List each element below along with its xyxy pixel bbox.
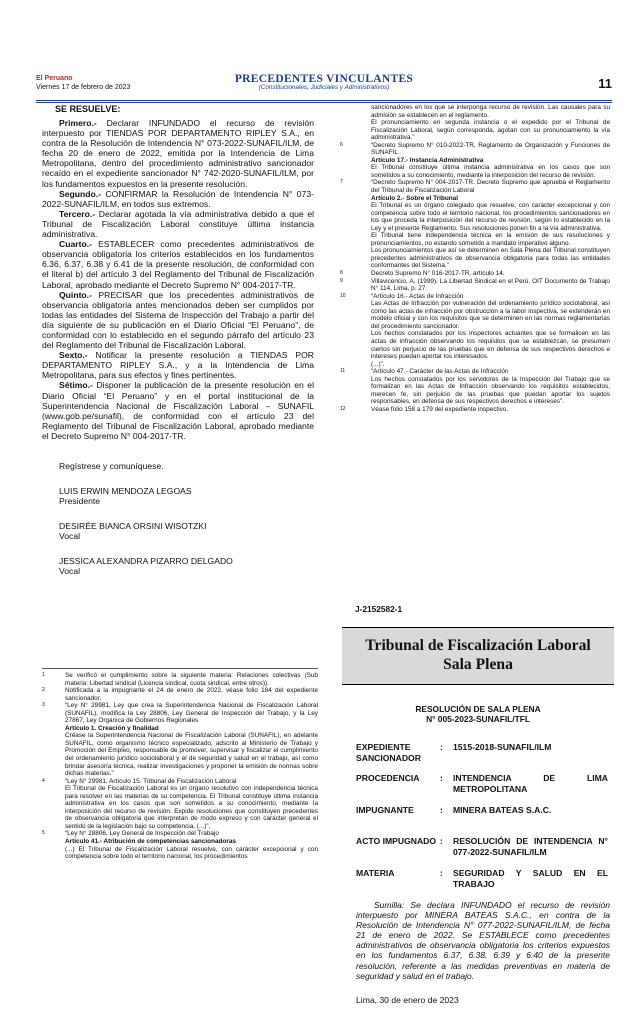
footnote: (...)”. [371,360,385,368]
closing-line: Regístrese y comuníquese. [59,461,164,471]
footnote: El Tribunal constituye última instancia administrativa en los casos que son sometidos a su conocimiento, mediante la interposición del recurso de revisión. [371,164,610,179]
sumilla: Sumilla: Se declara INFUNDADO el recurso de revisión interpuesto por MINERA BATEAS S.A.C., en contra de la Resolución de Intendencia N° 077-2022-SUNAFIL/ILM, de fecha 21 de enero de 2022. Se ESTABLECE como precedentes administrativos de observancia obligatoria los criterios expuestos en los fundamentos 6.37, 6.38, 6.39 y 6.40 de la presente resolución, referente a las medidas preventivas en materia de seguridad y salud en el trabajo. [356,900,610,981]
section-title [36,73,612,91]
header-rule [36,100,612,101]
resolution-paragraph: Cuarto.- ESTABLECER como precedentes administrativos de observancia obligatoria los criterios establecidos en los fundamentos 6.36, 6.37, 6.38 y 6.41 de la presente resolución, de conformidad con el literal b) del artículo 3 del Reglamento del Tribunal de Fiscalización Laboral, aprobado mediante el Decreto Supremo N° 004-2017-TR. [42,239,314,290]
resolution-number: RESOLUCIÓN DE SALA PLENA N° 005-2023-SUNAFIL/TFL [415,704,541,724]
case-details [356,742,608,889]
footnote: 12 Véase folio 158 a 179 del expediente inspectivo. [340,405,509,413]
section-subtitle: (Constitucionales, Judiciales y Administrativos) [258,84,390,91]
footnote: 2 Notificada a la impugnante el 24 de enero de 2022, véase folio 184 del expediente sancionador. [42,687,318,702]
resolve-heading: SE RESUELVE: [55,104,121,114]
footnote: Artículo 2.- Sobre el Tribunal [371,194,458,202]
case-detail-row: EXPEDIENTE SANCIONADOR : 1515-2018-SUNAFIL/ILM [356,742,552,763]
page-header [36,74,612,100]
footnote-rule [42,668,318,669]
case-detail-row: MATERIA : SEGURIDAD Y SALUD EN EL TRABAJO [356,868,608,889]
footnote: Los hechos constatados por los servidores de la Inspección del Trabajo que se formalizan en las Actas de Infracción observando los requisitos establecidos, merecen fe, sin perjuicio de las pruebas que puedan aportar los sujetos responsables, en defensa de sus respectivos derechos e intereses”. [371,375,610,406]
footnote: Créase la Superintendencia Nacional de Fiscalización Laboral (SUNAFIL), en adelante SUNAFIL, como organismo técnico especializado, adscrito al Ministerio de Trabajo y Promoción del Empleo, responsable de promover, supervisar y fiscalizar el cumplimiento del ordenamiento jurídico sociolaboral y el de seguridad y salud en el trabajo, así como brindar asesoría técnica, realizar investigaciones y proponer la emisión de normas sobre dichas materias.” [65,732,318,778]
footnote: El pronunciamiento en segunda instancia o el expedido por el Tribunal de Fiscalización Laboral, según corresponda, agotan con su pronunciamiento la vía administrativa.” [371,119,610,142]
signature-block [59,461,314,577]
footnote: 10 “Artículo 16.- Actas de Infracción [340,292,464,300]
footnote: 5 “Ley N° 28806, Ley General de Inspección del Trabajo [42,830,219,838]
footnote: 7 “Decreto Supremo N° 004-2017-TR. Decreto Supremo que aprueba el Reglamento del Tribunal de Fiscalización Laboral [340,179,610,195]
resolution-paragraph: Sexto.- Notificar la presente resolución a TIENDAS POR DEPARTAMENTO RIPLEY S.A., y a la Intendencia de Lima Metropolitana, para sus efectos y fines pertinentes. [42,350,314,381]
footnote: 6 “Decreto Supremo N° 010-2022-TR, Reglamento de Organización y Funciones de SUNAFIL. [340,141,610,157]
footnote: Artículo 17.- Instancia Administrativa [371,156,484,164]
right-notes [340,104,610,413]
case-detail-row: PROCEDENCIA : INTENDENCIA DE LIMA METROPOLITANA [356,773,608,794]
footnote: El Tribunal de Fiscalización Laboral es un órgano resolutivo con independencia técnica para resolver en las materias de su competencia. El Tribunal constituye última instancia administrativa en los casos que son sometidos a su conocimiento, mediante la interposición del recurso de revisión. Expide resoluciones que constituyen precedentes de observancia obligatoria que interpretan de modo expreso y con carácter general el sentido de la legislación bajo su competencia. (...)”. [65,785,318,830]
footnotes-left [42,672,318,861]
signer-3: JESSICA ALEXANDRA PIZARRO DELGADO Vocal [59,555,233,576]
case-detail-row: ACTO IMPUGNADO : RESOLUCIÓN DE INTENDENCIA N° 077-2022-SUNAFIL/ILM [356,836,608,857]
footnote: 1 Se verificó el cumplimiento sobre la siguiente materia: Relaciones colectivas (Sub materia: Libertad sindical (Licencia sindical, cuota sindical, entre otros)). [42,672,318,687]
footnote: 8 Decreto Supremo N° 016-2017-TR, artículo 14. [340,270,505,278]
footnote: El Tribunal es un órgano colegiado que resuelve, con carácter excepcional y con competencia sobre todo el territorio nacional, los procedimientos sancionadores en los que proceda la interposición del recurso de revisión, según lo establecido en la Ley y el presente Reglamento. Sus resoluciones ponen fin a la vía administrativa. [371,202,610,232]
signer-1: LUIS ERWIN MENDOZA LEGOAS Presidente [59,485,192,506]
brand-name: El Peruano [36,75,73,82]
footnote: Las Actas de Infracción por vulneración del ordenamiento jurídico sociolaboral, así como las actas de infracción por obstrucción a la labor inspectiva, se extenderán en modelo oficial y con los requisitos que se determinen en las normas reglamentarias del procedimiento sancionador. [371,300,610,330]
case-detail-row: IMPUGNANTE : MINERA BATEAS S.A.C. [356,805,552,815]
resolution-paragraph: Quinto.- PRECISAR que los precedentes administrativos de observancia obligatoria antes mencionados deben ser cumplidos por todas las entidades del Sistema de Inspección del Trabajo a partir del día siguiente de su publicación en el Diario Oficial “El Peruano”, de conformidad con lo establecido en el segundo párrafo del artículo 23 del Reglamento del Tribunal de Fiscalización Laboral. [42,289,314,351]
footnote: 9 Villavicencio, A. (1999). La Libertad Sindical en el Perú. OIT Documento de Trabajo N° 114, Lima, p. 27. [340,277,610,293]
footnote: Artículo 41.- Atribución de competencias sancionadoras [65,838,236,846]
section-name: PRECEDENTES VINCULANTES [234,73,414,85]
issue-date: Viernes 17 de febrero de 2023 [36,84,131,91]
resolution-body [42,118,314,441]
footnote: 11 “Artículo 47.- Carácter de las Actas de Infracción [340,368,509,376]
footnote: Artículo 1. Creación y finalidad [65,724,159,732]
footnote: 4 “Ley N° 29981, Artículo 15. Tribunal de Fiscalización Laboral [42,777,237,785]
page-number: 11 [598,76,612,91]
footnote: 3 “Ley N° 29981, Ley que crea la Superintendencia Nacional de Fiscalización Laboral (SUNAFIL), modifica la Ley 28806, Ley General de Inspección del Trabajo, y la Ley 27867, Ley Orgánica de Gobiernos Regionales [42,702,318,725]
panel-title: Tribunal de Fiscalización Laboral Sala Plena [342,627,614,685]
signer-2: DESIRÉE BIANCA ORSINI WISOTZKI Vocal [59,520,207,541]
footnote: Los pronunciamientos que así se determinen en Sala Plena del Tribunal constituyen precedentes administrativos de observancia obligatoria para todas las entidades conformantes del Sistema.” [371,247,610,270]
resolution-panel [342,627,614,1024]
header-rule-thin [36,102,612,103]
resolution-paragraph: Sétimo.- Disponer la publicación de la presente resolución en el Diario Oficial “El Peruano” y en el portal institucional de la Superintendencia Nacional de Fiscalización Laboral – SUNAFIL (www.gob.pe/sunafil), de conformidad con el artículo 23 del Reglamento del Tribunal de Fiscalización Laboral, aprobado mediante el Decreto Supremo N° 004-2017-TR. [42,380,314,441]
footnote: Los hechos constatados por los inspectores actuantes que se formalicen en las actas de infracción observando los requisitos que se establezcan, se presumen ciertos sin perjuicio de las pruebas que en defensa de sus respectivos derechos e intereses puedan aportar los interesados. [371,330,610,361]
publication-code: J-2152582-1 [355,604,403,614]
resolution-date: Lima, 30 de enero de 2023 [356,994,459,1005]
footnote: sancionadores en los que se interponga recurso de revisión. Las causales para su admisión se establecen en el reglamento. [371,104,610,119]
resolution-paragraph: Tercero.- Declarar agotada la vía administrativa debido a que el Tribunal de Fiscalización Laboral constituye última instancia administrativa. [42,208,315,240]
footnote: (...) El Tribunal de Fiscalización Laboral resuelve, con carácter excepcional y con competencia sobre todo el territorio nacional, los procedimientos [65,845,318,861]
footnote: El Tribunal tiene independencia técnica en la emisión de sus resoluciones y pronunciamientos, no estando sometido a mandato imperativo alguno. [371,232,610,247]
left-column [42,104,314,577]
resolution-paragraph: Primero.- Declarar INFUNDADO el recurso de revisión interpuesto por TIENDAS POR DEPARTAMENTO RIPLEY S.A., en contra de la Resolución de Intendencia N° 073-2022-SUNAFIL/ILM, de fecha 20 de enero de 2022, emitida por la Intendencia de Lima Metropolitana, dentro del procedimiento administrativo sancionador recaído en el expediente sancionador N° 742-2020-SUNAFIL/ILM, por los fundamentos expuestos en la presente resolución. [42,118,314,189]
resolution-paragraph: Segundo.- CONFIRMAR la Resolución de Intendencia N° 073-2022-SUNAFIL/ILM, en todos sus extremos. [42,188,315,209]
